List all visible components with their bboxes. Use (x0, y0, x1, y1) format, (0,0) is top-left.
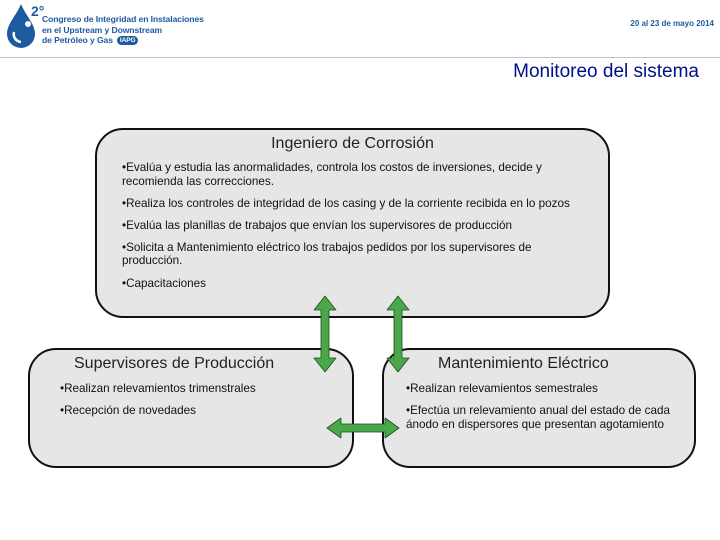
electrical-maintenance-title: Mantenimiento Eléctrico (438, 355, 609, 372)
logo-line: en el Upstream y Downstream (42, 24, 163, 35)
list-item: •Realiza los controles de integridad de los casing y de la corriente recibida en lo pozos (122, 196, 570, 210)
list-item: •Efectúa un relevamiento anual del estado de cada ánodo en dispersores que presentan agotamiento (406, 404, 670, 431)
list-item: •Solicita a Mantenimiento eléctrico los trabajos pedidos por los supervisores de producción. (122, 240, 532, 268)
logo-line-text: de Petróleo y Gas (42, 35, 113, 45)
vertical-double-arrow-right (387, 296, 409, 372)
list-item: •Evalúa y estudia las anormalidades, controla los costos de inversiones, decide y recomienda las correcciones. (122, 161, 542, 188)
list-item: •Capacitaciones (122, 276, 207, 290)
iapg-badge: IAPG (117, 36, 139, 45)
vertical-double-arrow-left (314, 296, 336, 372)
list-item: •Realizan relevamientos trimenstrales (60, 382, 256, 395)
logo-line: Congreso de Integridad en Instalaciones (42, 14, 204, 24)
list-item: •Evalúa las planillas de trabajos que envían los supervisores de producción (122, 218, 513, 232)
event-date: 20 al 23 de mayo 2014 (630, 19, 714, 28)
list-item: •Recepción de novedades (60, 404, 196, 418)
slide-title: Monitoreo del sistema (513, 61, 699, 82)
production-supervisors-title: Supervisores de Producción (74, 355, 275, 372)
list-item: •Realizan relevamientos semestrales (406, 382, 598, 395)
logo-edition-number: 2° (31, 3, 45, 19)
horizontal-double-arrow (327, 418, 399, 438)
corrosion-engineer-title: Ingeniero de Corrosión (271, 135, 434, 152)
